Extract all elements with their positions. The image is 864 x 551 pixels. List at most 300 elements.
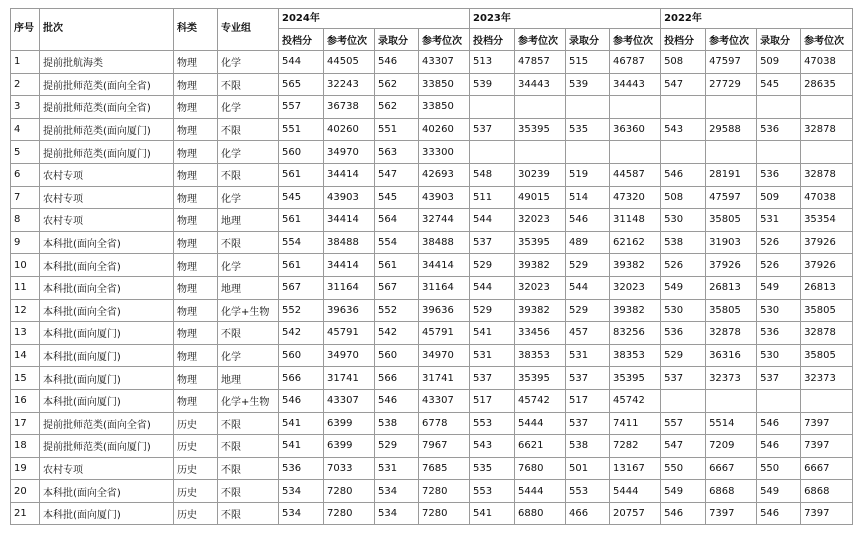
header-sub-admit-score: 录取分 [566, 29, 610, 51]
cell-y2022-cast-rank [706, 96, 757, 119]
cell-y2022-cast-score: 546 [661, 502, 706, 525]
cell-y2024-admit-score: 534 [375, 480, 419, 503]
cell-y2023-cast-score: 511 [470, 186, 515, 209]
cell-y2024-admit-rank: 33850 [419, 73, 470, 96]
cell-y2023-cast-rank: 49015 [515, 186, 566, 209]
table-row [11, 344, 853, 367]
cell-y2024-cast-rank: 31164 [324, 276, 375, 299]
cell-y2022-admit-rank: 47038 [801, 186, 853, 209]
table-row [11, 435, 853, 458]
table-row [11, 231, 853, 254]
table-body [11, 51, 853, 525]
cell-y2023-cast-score: 553 [470, 480, 515, 503]
table-row [11, 73, 853, 96]
cell-y2023-cast-rank: 5444 [515, 412, 566, 435]
table-row [11, 209, 853, 232]
cell-y2022-cast-rank: 32373 [706, 367, 757, 390]
table-row [11, 118, 853, 141]
cell-batch: 农村专项 [40, 186, 174, 209]
cell-y2023-cast-score: 513 [470, 51, 515, 74]
cell-y2024-admit-score: 534 [375, 502, 419, 525]
cell-y2022-cast-score: 546 [661, 163, 706, 186]
cell-y2024-admit-rank: 7685 [419, 457, 470, 480]
cell-y2023-admit-rank: 83256 [610, 322, 661, 345]
cell-y2022-cast-rank: 7397 [706, 502, 757, 525]
cell-y2023-admit-rank: 62162 [610, 231, 661, 254]
cell-y2024-cast-score: 561 [279, 209, 324, 232]
cell-y2024-admit-score: 563 [375, 141, 419, 164]
cell-y2024-cast-rank: 43307 [324, 389, 375, 412]
cell-seq: 2 [11, 73, 40, 96]
cell-y2022-admit-score: 536 [757, 163, 801, 186]
cell-y2024-admit-rank: 7967 [419, 435, 470, 458]
cell-y2022-cast-score: 508 [661, 186, 706, 209]
header-sub-rank: 参考位次 [324, 29, 375, 51]
header-sub-admit-score: 录取分 [757, 29, 801, 51]
cell-y2024-cast-rank: 44505 [324, 51, 375, 74]
cell-y2022-cast-score: 536 [661, 322, 706, 345]
cell-y2023-admit-rank: 39382 [610, 254, 661, 277]
cell-subject: 物理 [174, 389, 218, 412]
cell-y2022-cast-score: 526 [661, 254, 706, 277]
cell-y2023-cast-score: 529 [470, 299, 515, 322]
cell-batch: 本科批(面向全省) [40, 299, 174, 322]
cell-y2024-admit-rank: 31741 [419, 367, 470, 390]
cell-y2022-admit-rank: 47038 [801, 51, 853, 74]
cell-subject: 物理 [174, 186, 218, 209]
cell-y2023-cast-rank: 32023 [515, 276, 566, 299]
cell-y2023-admit-score: 539 [566, 73, 610, 96]
cell-y2024-admit-score: 547 [375, 163, 419, 186]
cell-subject: 物理 [174, 276, 218, 299]
cell-y2023-cast-score: 541 [470, 322, 515, 345]
cell-y2023-admit-rank [610, 141, 661, 164]
cell-y2023-cast-score: 543 [470, 435, 515, 458]
cell-seq: 9 [11, 231, 40, 254]
admission-score-table [10, 8, 853, 525]
cell-y2024-cast-score: 566 [279, 367, 324, 390]
header-year-2022: 2022年 [661, 9, 853, 29]
cell-y2024-cast-rank: 32243 [324, 73, 375, 96]
cell-y2023-admit-score: 517 [566, 389, 610, 412]
cell-y2022-cast-score [661, 96, 706, 119]
cell-y2022-cast-rank: 27729 [706, 73, 757, 96]
cell-y2023-cast-score: 541 [470, 502, 515, 525]
table-row [11, 96, 853, 119]
cell-y2024-cast-score: 561 [279, 254, 324, 277]
cell-y2023-admit-score: 531 [566, 344, 610, 367]
cell-y2024-cast-score: 560 [279, 141, 324, 164]
cell-y2023-admit-score: 515 [566, 51, 610, 74]
cell-y2024-admit-rank: 45791 [419, 322, 470, 345]
cell-y2023-admit-rank: 38353 [610, 344, 661, 367]
cell-y2023-cast-rank: 35395 [515, 367, 566, 390]
cell-y2024-cast-score: 546 [279, 389, 324, 412]
cell-y2023-cast-rank: 39382 [515, 254, 566, 277]
table-row [11, 457, 853, 480]
cell-group: 不限 [218, 412, 279, 435]
cell-y2022-admit-score: 546 [757, 502, 801, 525]
cell-y2023-cast-rank: 38353 [515, 344, 566, 367]
cell-group: 化学 [218, 51, 279, 74]
cell-y2024-admit-score: 567 [375, 276, 419, 299]
header-sub-rank: 参考位次 [801, 29, 853, 51]
cell-y2024-admit-score: 566 [375, 367, 419, 390]
cell-y2023-admit-score: 529 [566, 299, 610, 322]
header-sub-rank: 参考位次 [419, 29, 470, 51]
cell-y2022-admit-rank: 7397 [801, 412, 853, 435]
table-row [11, 299, 853, 322]
cell-y2023-admit-score: 514 [566, 186, 610, 209]
cell-y2024-cast-score: 534 [279, 480, 324, 503]
cell-y2023-admit-rank: 44587 [610, 163, 661, 186]
cell-y2024-admit-score: 551 [375, 118, 419, 141]
cell-y2023-admit-rank: 20757 [610, 502, 661, 525]
header-sub-cast-score: 投档分 [470, 29, 515, 51]
cell-y2024-cast-score: 544 [279, 51, 324, 74]
cell-y2024-cast-rank: 7280 [324, 480, 375, 503]
cell-y2024-admit-rank: 6778 [419, 412, 470, 435]
cell-batch: 农村专项 [40, 457, 174, 480]
cell-subject: 历史 [174, 435, 218, 458]
cell-seq: 17 [11, 412, 40, 435]
cell-y2022-admit-rank: 37926 [801, 254, 853, 277]
cell-subject: 物理 [174, 254, 218, 277]
cell-y2022-admit-score: 530 [757, 299, 801, 322]
cell-y2023-admit-rank: 5444 [610, 480, 661, 503]
cell-y2022-admit-rank: 37926 [801, 231, 853, 254]
cell-y2024-cast-score: 541 [279, 435, 324, 458]
cell-group: 化学 [218, 186, 279, 209]
cell-y2022-admit-rank: 32373 [801, 367, 853, 390]
cell-y2022-admit-rank: 26813 [801, 276, 853, 299]
cell-y2022-admit-score: 536 [757, 118, 801, 141]
cell-batch: 本科批(面向全省) [40, 276, 174, 299]
cell-batch: 提前批师范类(面向厦门) [40, 141, 174, 164]
cell-y2022-admit-score: 509 [757, 51, 801, 74]
cell-batch: 本科批(面向厦门) [40, 502, 174, 525]
cell-y2022-cast-score: 549 [661, 480, 706, 503]
cell-batch: 提前批师范类(面向全省) [40, 96, 174, 119]
cell-y2023-admit-score: 537 [566, 367, 610, 390]
cell-y2024-cast-rank: 36738 [324, 96, 375, 119]
cell-y2022-cast-rank: 7209 [706, 435, 757, 458]
cell-y2022-admit-rank: 28635 [801, 73, 853, 96]
cell-y2023-cast-rank: 35395 [515, 118, 566, 141]
cell-y2024-cast-rank: 6399 [324, 435, 375, 458]
cell-seq: 3 [11, 96, 40, 119]
cell-y2024-cast-score: 536 [279, 457, 324, 480]
cell-y2023-admit-score: 546 [566, 209, 610, 232]
cell-seq: 21 [11, 502, 40, 525]
cell-y2024-cast-rank: 38488 [324, 231, 375, 254]
header-sub-rank: 参考位次 [706, 29, 757, 51]
cell-y2022-admit-score: 509 [757, 186, 801, 209]
cell-y2022-admit-rank: 32878 [801, 163, 853, 186]
cell-batch: 本科批(面向全省) [40, 231, 174, 254]
cell-y2022-cast-rank: 6667 [706, 457, 757, 480]
cell-subject: 历史 [174, 457, 218, 480]
cell-y2022-admit-rank: 32878 [801, 118, 853, 141]
cell-y2024-admit-rank: 39636 [419, 299, 470, 322]
cell-y2024-cast-rank: 7033 [324, 457, 375, 480]
cell-y2022-admit-score: 531 [757, 209, 801, 232]
cell-y2022-admit-score: 550 [757, 457, 801, 480]
cell-y2023-admit-rank: 7282 [610, 435, 661, 458]
cell-y2023-cast-rank: 39382 [515, 299, 566, 322]
cell-y2022-admit-rank: 35805 [801, 299, 853, 322]
cell-y2023-admit-score: 466 [566, 502, 610, 525]
cell-y2022-admit-rank [801, 141, 853, 164]
cell-y2024-cast-rank: 43903 [324, 186, 375, 209]
cell-y2022-admit-rank: 6868 [801, 480, 853, 503]
table-row [11, 412, 853, 435]
cell-y2023-cast-score: 531 [470, 344, 515, 367]
cell-y2023-cast-rank: 6880 [515, 502, 566, 525]
cell-y2024-admit-rank: 33300 [419, 141, 470, 164]
cell-group: 不限 [218, 231, 279, 254]
cell-y2022-cast-rank: 28191 [706, 163, 757, 186]
cell-subject: 物理 [174, 163, 218, 186]
cell-seq: 18 [11, 435, 40, 458]
cell-y2022-admit-rank [801, 389, 853, 412]
cell-y2022-cast-rank: 26813 [706, 276, 757, 299]
cell-group: 不限 [218, 322, 279, 345]
cell-y2022-cast-rank: 35805 [706, 299, 757, 322]
cell-y2023-admit-score: 535 [566, 118, 610, 141]
cell-y2023-admit-rank: 47320 [610, 186, 661, 209]
cell-batch: 本科批(面向厦门) [40, 367, 174, 390]
cell-y2022-admit-score: 546 [757, 435, 801, 458]
cell-y2024-cast-score: 541 [279, 412, 324, 435]
table-row [11, 322, 853, 345]
cell-y2023-cast-score: 535 [470, 457, 515, 480]
cell-y2023-admit-rank: 7411 [610, 412, 661, 435]
cell-y2024-admit-rank: 34970 [419, 344, 470, 367]
cell-y2024-admit-rank: 7280 [419, 480, 470, 503]
cell-y2023-admit-score: 553 [566, 480, 610, 503]
cell-y2024-admit-rank: 38488 [419, 231, 470, 254]
cell-y2023-cast-score: 544 [470, 276, 515, 299]
cell-batch: 提前批师范类(面向厦门) [40, 435, 174, 458]
cell-seq: 14 [11, 344, 40, 367]
cell-y2023-cast-rank: 47857 [515, 51, 566, 74]
cell-y2024-admit-score: 564 [375, 209, 419, 232]
cell-seq: 4 [11, 118, 40, 141]
cell-y2023-admit-rank: 36360 [610, 118, 661, 141]
cell-y2023-cast-rank: 32023 [515, 209, 566, 232]
cell-group: 化学+生物 [218, 389, 279, 412]
cell-y2023-admit-score [566, 141, 610, 164]
cell-y2024-admit-rank: 43307 [419, 51, 470, 74]
cell-y2024-admit-rank: 40260 [419, 118, 470, 141]
cell-y2024-cast-rank: 39636 [324, 299, 375, 322]
header-sub-admit-score: 录取分 [375, 29, 419, 51]
cell-y2022-admit-score: 537 [757, 367, 801, 390]
cell-y2022-cast-score: 550 [661, 457, 706, 480]
cell-y2024-cast-rank: 34414 [324, 209, 375, 232]
header-sub-cast-score: 投档分 [661, 29, 706, 51]
cell-y2022-admit-rank [801, 96, 853, 119]
cell-seq: 16 [11, 389, 40, 412]
cell-y2022-cast-rank: 5514 [706, 412, 757, 435]
cell-y2023-admit-score: 544 [566, 276, 610, 299]
table-row [11, 480, 853, 503]
cell-y2022-cast-rank: 37926 [706, 254, 757, 277]
cell-y2024-cast-rank: 34414 [324, 254, 375, 277]
cell-group: 不限 [218, 118, 279, 141]
cell-y2024-cast-score: 551 [279, 118, 324, 141]
table-row [11, 367, 853, 390]
cell-seq: 8 [11, 209, 40, 232]
cell-y2023-cast-score: 517 [470, 389, 515, 412]
cell-subject: 物理 [174, 344, 218, 367]
cell-y2023-admit-score: 501 [566, 457, 610, 480]
cell-y2022-admit-score [757, 141, 801, 164]
cell-y2022-admit-score: 546 [757, 412, 801, 435]
cell-y2022-cast-rank: 29588 [706, 118, 757, 141]
cell-y2024-admit-score: 552 [375, 299, 419, 322]
cell-group: 化学 [218, 344, 279, 367]
header-batch: 批次 [40, 9, 174, 51]
cell-y2022-cast-rank: 47597 [706, 51, 757, 74]
cell-group: 化学 [218, 254, 279, 277]
cell-y2024-cast-score: 560 [279, 344, 324, 367]
cell-y2024-cast-score: 557 [279, 96, 324, 119]
cell-y2022-cast-score: 547 [661, 435, 706, 458]
cell-y2023-admit-score: 537 [566, 412, 610, 435]
cell-y2023-cast-score [470, 96, 515, 119]
header-sub-cast-score: 投档分 [279, 29, 324, 51]
cell-seq: 15 [11, 367, 40, 390]
header-year-2023: 2023年 [470, 9, 661, 29]
cell-subject: 物理 [174, 51, 218, 74]
cell-subject: 历史 [174, 502, 218, 525]
cell-y2024-admit-rank: 43903 [419, 186, 470, 209]
cell-y2023-admit-rank: 31148 [610, 209, 661, 232]
cell-y2024-cast-rank: 6399 [324, 412, 375, 435]
cell-group: 地理 [218, 367, 279, 390]
cell-subject: 物理 [174, 322, 218, 345]
cell-group: 不限 [218, 502, 279, 525]
table-row [11, 254, 853, 277]
cell-subject: 历史 [174, 480, 218, 503]
cell-y2022-cast-score: 549 [661, 276, 706, 299]
cell-subject: 物理 [174, 231, 218, 254]
cell-y2024-cast-score: 552 [279, 299, 324, 322]
cell-y2022-cast-score: 557 [661, 412, 706, 435]
cell-y2024-admit-score: 561 [375, 254, 419, 277]
cell-seq: 10 [11, 254, 40, 277]
cell-y2023-cast-rank: 6621 [515, 435, 566, 458]
cell-subject: 物理 [174, 209, 218, 232]
header-sub-rank: 参考位次 [610, 29, 661, 51]
cell-y2023-admit-score [566, 96, 610, 119]
cell-batch: 提前批航海类 [40, 51, 174, 74]
cell-y2024-admit-score: 560 [375, 344, 419, 367]
cell-batch: 本科批(面向全省) [40, 480, 174, 503]
cell-y2022-admit-score: 545 [757, 73, 801, 96]
cell-y2022-cast-score [661, 141, 706, 164]
cell-group: 不限 [218, 163, 279, 186]
cell-y2022-admit-score [757, 96, 801, 119]
cell-group: 化学 [218, 141, 279, 164]
cell-y2022-cast-score: 538 [661, 231, 706, 254]
cell-y2023-admit-score: 457 [566, 322, 610, 345]
table-row [11, 163, 853, 186]
cell-group: 不限 [218, 457, 279, 480]
cell-subject: 物理 [174, 118, 218, 141]
cell-y2023-cast-score: 537 [470, 231, 515, 254]
cell-batch: 提前批师范类(面向全省) [40, 412, 174, 435]
cell-y2022-cast-score: 530 [661, 209, 706, 232]
cell-y2023-admit-score: 529 [566, 254, 610, 277]
header-sub-rank: 参考位次 [515, 29, 566, 51]
cell-seq: 1 [11, 51, 40, 74]
cell-y2023-cast-rank [515, 96, 566, 119]
cell-y2024-admit-rank: 31164 [419, 276, 470, 299]
cell-batch: 本科批(面向全省) [40, 254, 174, 277]
cell-batch: 农村专项 [40, 163, 174, 186]
cell-y2023-admit-rank: 34443 [610, 73, 661, 96]
cell-y2024-admit-score: 562 [375, 73, 419, 96]
cell-group: 不限 [218, 480, 279, 503]
cell-y2022-admit-score: 549 [757, 276, 801, 299]
cell-seq: 13 [11, 322, 40, 345]
cell-group: 地理 [218, 276, 279, 299]
cell-batch: 提前批师范类(面向厦门) [40, 118, 174, 141]
cell-y2023-admit-score: 538 [566, 435, 610, 458]
cell-y2024-admit-rank: 7280 [419, 502, 470, 525]
cell-y2022-admit-rank: 32878 [801, 322, 853, 345]
cell-y2023-admit-score: 519 [566, 163, 610, 186]
cell-batch: 本科批(面向厦门) [40, 344, 174, 367]
cell-y2022-cast-score: 529 [661, 344, 706, 367]
cell-seq: 11 [11, 276, 40, 299]
cell-y2022-cast-score: 508 [661, 51, 706, 74]
cell-y2022-cast-rank: 35805 [706, 209, 757, 232]
cell-y2024-cast-score: 534 [279, 502, 324, 525]
cell-y2022-admit-rank: 35805 [801, 344, 853, 367]
cell-y2022-admit-score: 526 [757, 231, 801, 254]
cell-y2022-cast-rank: 31903 [706, 231, 757, 254]
cell-y2022-cast-rank: 32878 [706, 322, 757, 345]
cell-subject: 物理 [174, 367, 218, 390]
header-subject: 科类 [174, 9, 218, 51]
cell-y2023-admit-rank: 39382 [610, 299, 661, 322]
cell-y2023-admit-rank: 45742 [610, 389, 661, 412]
cell-y2022-admit-score: 549 [757, 480, 801, 503]
cell-y2023-admit-rank: 32023 [610, 276, 661, 299]
cell-y2022-admit-score: 526 [757, 254, 801, 277]
cell-y2022-cast-score: 530 [661, 299, 706, 322]
cell-y2023-cast-rank: 34443 [515, 73, 566, 96]
cell-y2023-cast-rank [515, 141, 566, 164]
cell-y2023-cast-rank: 45742 [515, 389, 566, 412]
cell-group: 化学+生物 [218, 299, 279, 322]
cell-y2024-cast-rank: 40260 [324, 118, 375, 141]
cell-y2023-cast-score: 529 [470, 254, 515, 277]
cell-y2022-admit-score [757, 389, 801, 412]
cell-y2024-admit-rank: 42693 [419, 163, 470, 186]
cell-y2023-cast-score: 539 [470, 73, 515, 96]
cell-y2024-cast-rank: 34970 [324, 344, 375, 367]
cell-y2023-cast-rank: 5444 [515, 480, 566, 503]
cell-seq: 20 [11, 480, 40, 503]
table-row [11, 141, 853, 164]
table-row [11, 389, 853, 412]
cell-group: 地理 [218, 209, 279, 232]
